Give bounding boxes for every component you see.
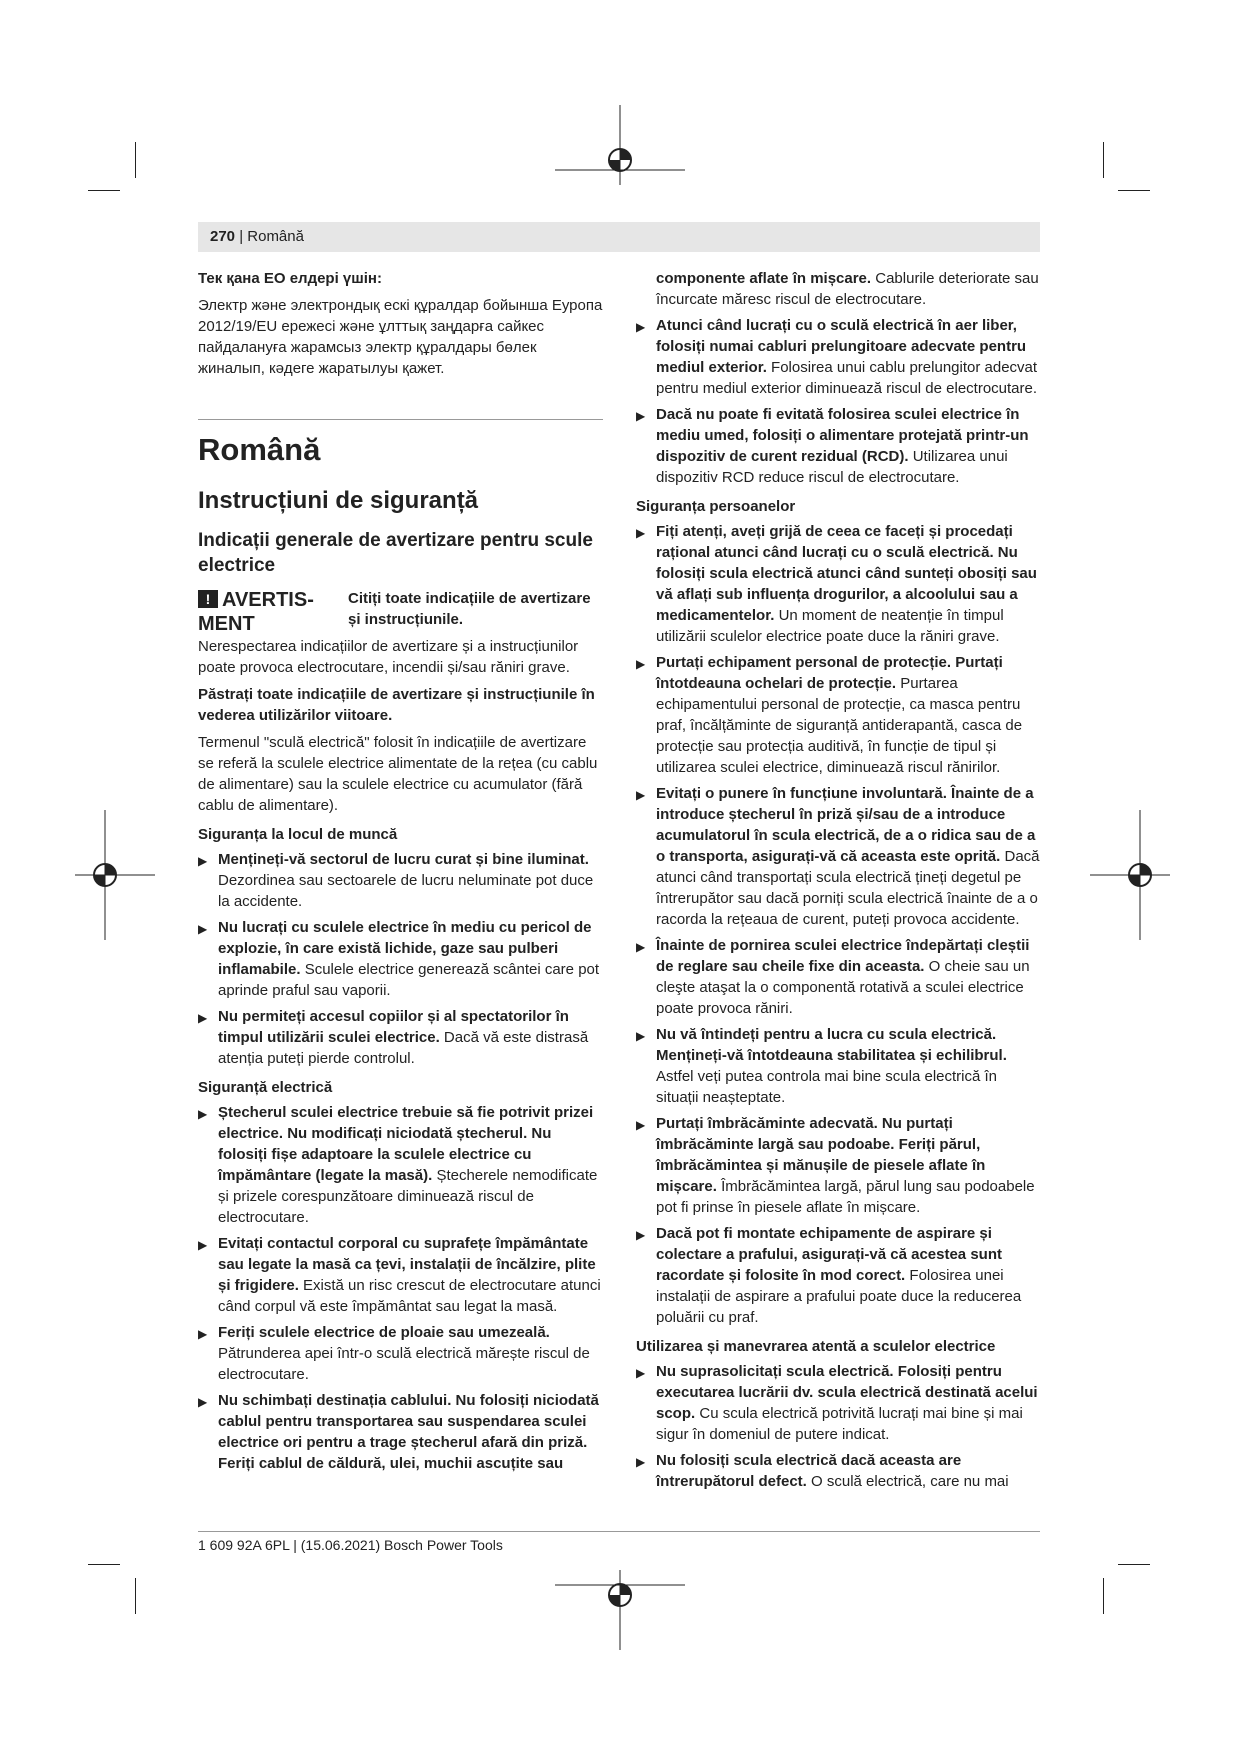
- warning-bold: Citiți toate indicațiile de avertizare și instrucțiunile.: [348, 590, 591, 628]
- term-definition: Termenul "sculă electrică" folosit în indicațiile de avertizare se referă la sculele electrice alimentate de la rețea (cu cablu de alimentare) sau la sculele electrice cu acumulator (fără cablu de alimentare).: [198, 734, 598, 814]
- page-footer: 1 609 92A 6PL | (15.06.2021) Bosch Power Tools: [198, 1537, 503, 1553]
- list-item: ▶ Nu permiteți accesul copiilor și al spectatorilor în timpul utilizării sculei electrice. Dacă vă este distrasă atenția puteți pierde controlul.: [198, 1008, 589, 1067]
- crop-mark: [1103, 142, 1104, 178]
- header-language: Română: [247, 228, 304, 245]
- bullet-arrow-icon: ▶: [198, 1238, 208, 1252]
- list-item: ▶ Nu suprasolicitați scula electrică. Folosiți pentru executarea lucrării dv. scula electrică destinată acelui scop. Cu scula electrică potrivită lucrați mai bine și mai sigur în domeniul de putere indicat.: [636, 1363, 1038, 1443]
- warning-text: Nerespectarea indicațiilor de avertizare și a instrucțiunilor poate provoca electrocutare, incendii și/sau răniri grave.: [198, 638, 579, 676]
- keep-instructions: Păstrați toate indicațiile de avertizare și instrucțiunile în vederea utilizărilor viitoare.: [198, 686, 595, 724]
- workplace-list: [198, 849, 603, 1069]
- bullet-arrow-icon: ▶: [636, 1228, 646, 1242]
- registration-mark-icon: [1090, 810, 1170, 940]
- warning-triangle-icon: !: [198, 590, 218, 608]
- bullet-arrow-icon: ▶: [198, 1107, 208, 1121]
- list-item: ▶ Feriți sculele electrice de ploaie sau umezeală. Pătrunderea apei într-o sculă electrică mărește riscul de electrocutare.: [198, 1324, 590, 1383]
- bullet-arrow-icon: ▶: [198, 1395, 208, 1409]
- language-title: Română: [198, 432, 321, 467]
- list-item: ▶ Nu schimbați destinația cablului. Nu folosiți niciodată cablul pentru transportarea sau suspendarea sculei electrice ori pentru a trage ștecherul afară din priză. Feriți cablul de căldură, ulei, muchii ascuțite sau: [198, 1392, 599, 1472]
- list-item: ▶ Dacă nu poate fi evitată folosirea sculei electrice în mediu umed, folosiți o alimentare protejată printr-un dispozitiv de curent rezidual (RCD). Utilizarea unui dispozitiv RCD reduce riscul de electrocutare.: [636, 406, 1029, 486]
- list-item: ▶ Evitați o punere în funcțiune involuntară. Înainte de a introduce ștecherul în priză și/sau de a introduce acumulatorul în scula electrică, de a o ridica sau de a o transporta, asigurați-vă că aceasta este oprită. Dacă atunci când transportați scula electrică țineți degetul pe întrerupător sau dacă porniți scula electrică înainte de a o racorda la rețeaua de curent, puteți provoca accidente.: [636, 785, 1040, 928]
- persons-heading: Siguranța persoanelor: [636, 498, 796, 515]
- list-item: ▶ Evitați contactul corporal cu suprafețe împământate sau legate la masă ca țevi, instalații de încălzire, plite și frigidere. Există un risc crescut de electrocutare atunci când corpul vă este împământat sau legat la masă.: [198, 1235, 601, 1315]
- right-column: [636, 268, 1041, 1497]
- registration-mark-icon: [555, 1570, 685, 1650]
- usage-heading: Utilizarea și manevrarea atentă a sculelor electrice: [636, 1338, 996, 1355]
- crop-mark: [1118, 1564, 1150, 1565]
- page-header-bar: [198, 222, 1040, 252]
- bullet-arrow-icon: ▶: [198, 1011, 208, 1025]
- warning-block: [198, 588, 603, 636]
- section-divider: [198, 419, 603, 420]
- left-column: [198, 268, 603, 1479]
- page-number: 270: [210, 228, 236, 245]
- list-item: ▶ Mențineți-vă sectorul de lucru curat și bine iluminat. Dezordinea sau sectoarele de lucru neluminate pot duce la accidente.: [198, 851, 594, 910]
- crop-mark: [88, 190, 120, 191]
- page-header: 270 | Română: [210, 228, 304, 245]
- bullet-arrow-icon: ▶: [636, 320, 646, 334]
- list-item: ▶ Purtați echipament personal de protecție. Purtați întotdeauna ochelari de protecție. Purtarea echipamentului personal de protecție, ca masca pentru praf, încălțăminte de siguranță antiderapantă, casca de protecție sau protecția auditivă, în funcție de tipul și utilizarea sculei electrice, diminuează riscul rănirilor.: [636, 654, 1023, 776]
- warning-label: [198, 588, 348, 636]
- bullet-arrow-icon: ▶: [636, 788, 646, 802]
- registration-mark-icon: [75, 810, 155, 940]
- list-item-continued: componente aflate în mișcare. Cablurile deteriorate sau încurcate măresc riscul de electrocutare.: [656, 270, 1039, 308]
- crop-mark: [88, 1564, 120, 1565]
- list-item: ▶ Nu vă întindeți pentru a lucra cu scula electrică. Mențineți-vă întotdeauna stabilitatea și echilibrul. Astfel veți putea controla mai bine scula electrică în situații neașteptate.: [636, 1026, 1007, 1106]
- crop-mark: [135, 142, 136, 178]
- list-item: ▶ Dacă pot fi montate echipamente de aspirare și colectare a prafului, asigurați-vă că acestea sunt racordate și folosite în mod corect. Folosirea unei instalații de aspirare a prafului poate duce la reducerea poluării cu praf.: [636, 1225, 1022, 1326]
- registration-mark-icon: [555, 105, 685, 185]
- bullet-arrow-icon: ▶: [636, 940, 646, 954]
- crop-mark: [1103, 1578, 1104, 1614]
- electrical-list: [198, 1102, 603, 1474]
- kazakh-heading: Тек қана ЕО елдері үшін:: [198, 270, 382, 287]
- bullet-arrow-icon: ▶: [636, 657, 646, 671]
- bullet-arrow-icon: ▶: [636, 1366, 646, 1380]
- warning-label-text: AVERTIS-MENT: [198, 589, 314, 635]
- list-item: ▶ Nu folosiți scula electrică dacă aceasta are întrerupătorul defect. O sculă electrică, care nu mai: [636, 1452, 1009, 1490]
- workplace-heading: Siguranța la locul de muncă: [198, 826, 398, 843]
- bullet-arrow-icon: ▶: [636, 526, 646, 540]
- list-item: ▶ Fiți atenți, aveți grijă de ceea ce faceți și procedați rațional atunci când lucrați cu o sculă electrică. Nu folosiți scula electrică atunci când sunteți obosiți sau vă aflați sub influența drogurilor, a alcoolului sau a medicamentelor. Un moment de neatenție în timpul utilizării sculelor electrice poate duce la răniri grave.: [636, 523, 1037, 645]
- general-warnings-title: Indicații generale de avertizare pentru scule electrice: [198, 530, 593, 576]
- bullet-arrow-icon: ▶: [198, 922, 208, 936]
- crop-mark: [1118, 190, 1150, 191]
- list-item: ▶ Atunci când lucrați cu o sculă electrică în aer liber, folosiți numai cabluri prelungitoare adecvate pentru mediul exterior. Folosirea unui cablu prelungitor adecvat pentru mediul exterior diminuează riscul de electrocutare.: [636, 317, 1038, 397]
- safety-title: Instrucțiuni de siguranță: [198, 487, 479, 514]
- list-item: ▶ Înainte de pornirea sculei electrice îndepărtați cleștii de reglare sau cheile fixe din aceasta. O cheie sau un cleşte ataşat la o componentă rotativă a sculei electrice poate provoca răniri.: [636, 937, 1030, 1017]
- bullet-arrow-icon: ▶: [636, 1455, 646, 1469]
- crop-mark: [135, 1578, 136, 1614]
- list-item: ▶ Nu lucrați cu sculele electrice în mediu cu pericol de explozie, în care există lichide, gaze sau pulberi inflamabile. Sculele electrice generează scântei care pot aprinde praful sau vaporii.: [198, 919, 600, 999]
- bullet-arrow-icon: ▶: [198, 854, 208, 868]
- bullet-arrow-icon: ▶: [636, 409, 646, 423]
- kazakh-text: Электр және электрондық ескі құралдар бойынша Еуропа 2012/19/EU ережесі және ұлттық заңдарға сайкес пайдалануға жарамсыз электр құралдары бөлек жиналып, кәдеге жаратылуы қажет.: [198, 297, 603, 377]
- electrical-heading: Siguranță electrică: [198, 1079, 333, 1096]
- footer-divider: [198, 1531, 1040, 1532]
- list-item: ▶ Ștecherul sculei electrice trebuie să fie potrivit prizei electrice. Nu modificați niciodată ștecherul. Nu folosiți fișe adaptoare la sculele electrice cu împământare (legate la masă). Ștecherele nemodificate și prizele corespunzătoare diminuează riscul de electrocutare.: [198, 1104, 598, 1226]
- list-item: ▶ Purtați îmbrăcăminte adecvată. Nu purtați îmbrăcăminte largă sau podoabe. Feriți părul, îmbrăcămintea și mănușile de piesele aflate în mișcare. Îmbrăcămintea largă, părul lung sau podoabele pot fi prinse în piesele aflate în mișcare.: [636, 1115, 1035, 1216]
- bullet-arrow-icon: ▶: [636, 1118, 646, 1132]
- bullet-arrow-icon: ▶: [198, 1327, 208, 1341]
- bullet-arrow-icon: ▶: [636, 1029, 646, 1043]
